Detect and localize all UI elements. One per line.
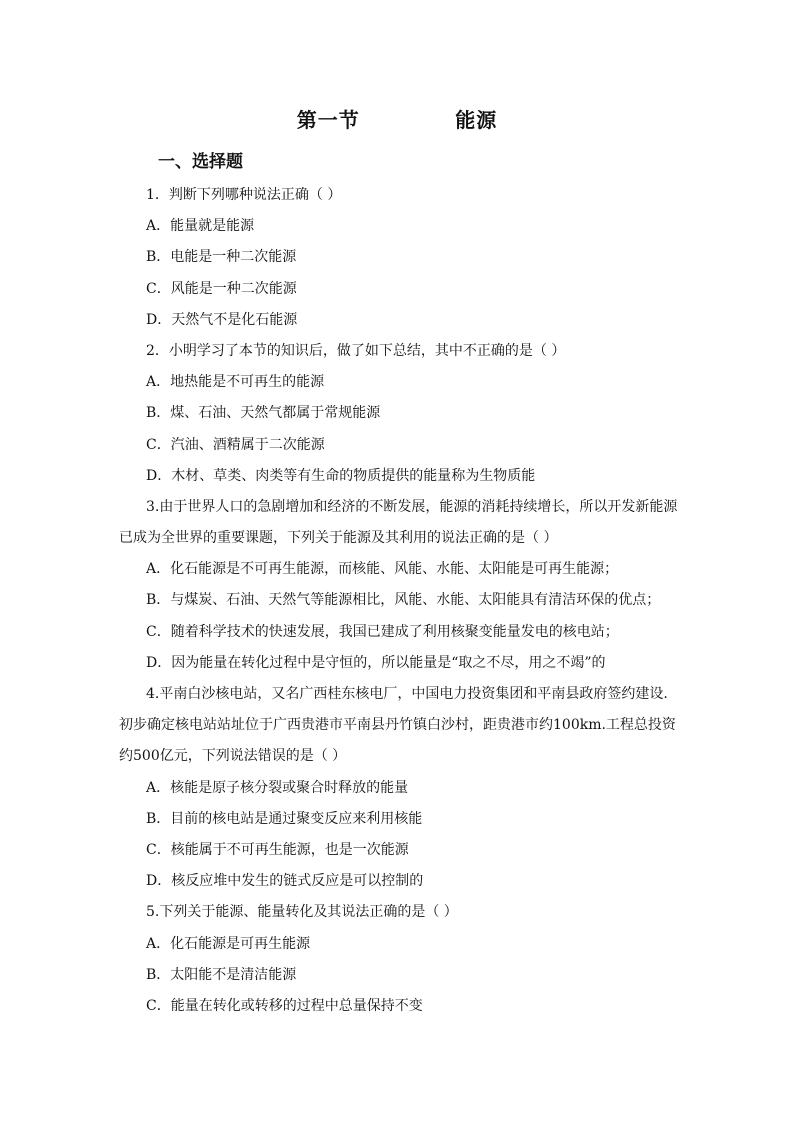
question-2-option-d: D．木材、草类、肉类等有生命的物质提供的能量称为生物质能 [146, 468, 536, 484]
question-3-option-c: C．随着科学技术的快速发展，我国已建成了利用核聚变能量发电的核电站； [146, 624, 619, 640]
question-5-stem: 5.下列关于能源、能量转化及其说法正确的是（ ） [146, 904, 458, 920]
question-1-stem: 1．判断下列哪种说法正确（ ） [146, 187, 342, 203]
question-2-stem: 2．小明学习了本节的知识后，做了如下总结，其中不正确的是（ ） [146, 343, 566, 359]
question-4-stem-line-2: 初步确定核电站站址位于广西贵港市平南县丹竹镇白沙村，距贵港市约100km.工程总投资 [119, 717, 676, 733]
question-4-option-c: C．核能属于不可再生能源，也是一次能源 [146, 842, 409, 858]
section-heading: 一、选择题 [158, 152, 243, 172]
question-1-option-d: D．天然气不是化石能源 [146, 312, 298, 328]
question-1-option-a: A．能量就是能源 [146, 218, 255, 234]
question-3-stem-line-1: 3.由于世界人口的急剧增加和经济的不断发展，能源的消耗持续增长，所以开发新能源 [146, 499, 678, 515]
question-1-option-c: C．风能是一种二次能源 [146, 281, 297, 297]
question-5-option-a: A．化石能源是可再生能源 [146, 936, 311, 952]
question-5-option-b: B．太阳能不是清洁能源 [146, 967, 297, 983]
page-title: 第一节 能源 [296, 108, 498, 132]
question-4-option-a: A．核能是原子核分裂或聚合时释放的能量 [146, 780, 409, 796]
question-2-option-b: B．煤、石油、天然气都属于常规能源 [146, 405, 381, 421]
question-5-option-c: C．能量在转化或转移的过程中总量保持不变 [146, 998, 423, 1014]
question-2-option-a: A．地热能是不可再生的能源 [146, 374, 325, 390]
question-3-option-b: B．与煤炭、石油、天然气等能源相比，风能、水能、太阳能具有清洁环保的优点； [146, 592, 661, 608]
question-2-option-c: C．汽油、酒精属于二次能源 [146, 437, 325, 453]
question-3-option-a: A．化石能源是不可再生能源，而核能、风能、水能、太阳能是可再生能源； [146, 561, 619, 577]
question-3-stem-line-2: 已成为全世界的重要课题，下列关于能源及其利用的说法正确的是（ ） [119, 530, 558, 546]
question-4-stem-line-1: 4.平南白沙核电站，又名广西桂东核电厂，中国电力投资集团和平南县政府签约建设. [146, 686, 668, 702]
question-4-option-d: D．核反应堆中发生的链式反应是可以控制的 [146, 873, 424, 889]
question-4-option-b: B．目前的核电站是通过聚变反应来利用核能 [146, 811, 423, 827]
question-1-option-b: B．电能是一种二次能源 [146, 249, 297, 265]
question-4-stem-line-3: 约500亿元，下列说法错误的是（ ） [119, 748, 347, 764]
question-3-option-d: D．因为能量在转化过程中是守恒的，所以能量是“取之不尽，用之不竭”的 [146, 655, 606, 671]
